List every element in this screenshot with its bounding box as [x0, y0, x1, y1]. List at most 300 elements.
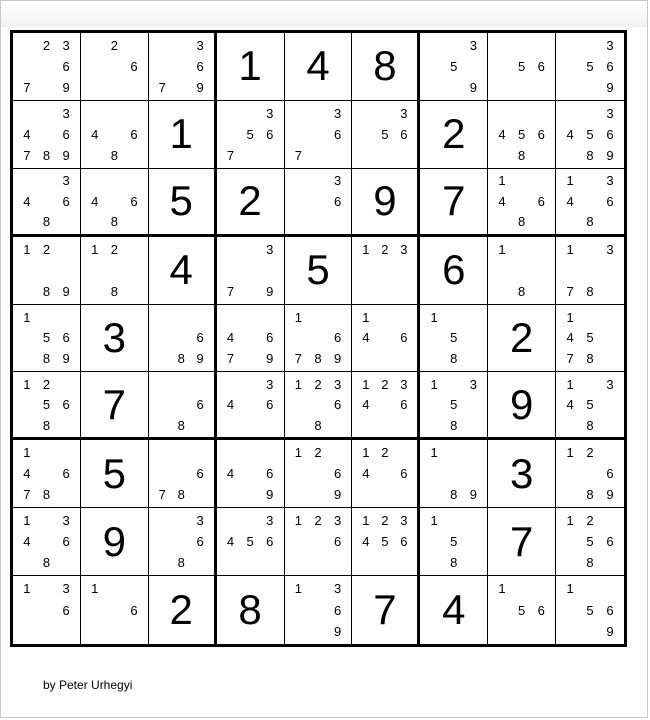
candidate-cell[interactable]: [217, 237, 285, 305]
given-digit: 9: [509, 380, 534, 428]
candidate-slot-empty: [424, 484, 444, 505]
candidate-grid: [560, 171, 620, 232]
candidate-slot-empty: [37, 124, 57, 145]
candidate-slot-empty: [356, 124, 375, 145]
given-cell[interactable]: [81, 508, 149, 576]
candidate-cell[interactable]: [420, 33, 488, 101]
candidate-cell[interactable]: [149, 33, 217, 101]
candidate-slot-empty: [191, 415, 210, 435]
given-cell[interactable]: [488, 372, 556, 440]
candidate-slot-empty: [240, 484, 260, 505]
candidate-slot-empty: [172, 531, 191, 552]
candidate-slot-empty: [153, 348, 172, 369]
candidate-slot-empty: [260, 145, 280, 166]
candidate-digit: 1: [566, 377, 574, 393]
candidate-digit: 6: [334, 330, 342, 346]
candidate-slot-empty: [56, 307, 76, 328]
candidate-digit: 9: [606, 79, 614, 95]
candidate-digit: 8: [450, 555, 458, 571]
candidate-cell[interactable]: [285, 372, 353, 440]
candidate-cell[interactable]: [149, 508, 217, 576]
candidate-slot-empty: [580, 77, 600, 98]
candidate-cell[interactable]: [488, 101, 556, 169]
candidate-cell[interactable]: [556, 237, 624, 305]
candidate-cell[interactable]: [149, 440, 217, 508]
candidate-grid: [560, 374, 620, 435]
candidate-cell[interactable]: [13, 237, 81, 305]
candidate-digit: 1: [566, 241, 574, 257]
candidate-slot-empty: [308, 578, 328, 599]
candidate-digit: 4: [226, 534, 235, 550]
candidate-digit: 2: [381, 241, 389, 257]
candidate-slot-empty: [85, 621, 105, 642]
candidate-digit: 5: [450, 330, 458, 346]
candidate-slot-empty: [444, 510, 464, 531]
candidate-digit: 2: [314, 377, 322, 393]
given-digit: 2: [509, 313, 534, 361]
candidate-digit: 9: [196, 79, 204, 95]
candidate-cell[interactable]: [285, 101, 353, 169]
candidate-digit: 8: [586, 283, 594, 299]
candidate-cell[interactable]: [285, 440, 353, 508]
candidate-slot-empty: [56, 442, 76, 463]
candidate-digit: 4: [566, 126, 574, 142]
given-digit: 3: [509, 449, 534, 497]
given-cell[interactable]: [420, 576, 488, 644]
candidate-cell[interactable]: [488, 169, 556, 237]
candidate-grid: [560, 442, 620, 505]
candidate-digit: 4: [226, 330, 235, 346]
candidate-slot-empty: [375, 145, 394, 166]
candidate-digit: 8: [110, 283, 118, 299]
candidate-digit: 6: [196, 58, 204, 74]
candidate-digit: 1: [498, 581, 506, 597]
given-cell[interactable]: [420, 237, 488, 305]
given-cell[interactable]: [285, 33, 353, 101]
candidate-digit: 6: [196, 466, 204, 482]
candidate-slot-empty: [560, 463, 580, 484]
candidate-slot-empty: [37, 103, 57, 124]
candidate-slot-empty: [356, 145, 375, 166]
candidate-digit: 4: [362, 330, 370, 346]
candidate-digit: 1: [566, 513, 574, 529]
candidate-slot-empty: [17, 552, 37, 573]
candidate-grid: [424, 35, 483, 98]
candidate-slot-empty: [153, 56, 172, 77]
candidate-cell[interactable]: [13, 440, 81, 508]
candidate-grid: [356, 103, 413, 166]
candidate-slot-empty: [17, 103, 37, 124]
candidate-digit: 6: [62, 126, 70, 142]
candidate-digit: 1: [498, 173, 506, 189]
candidate-slot-empty: [424, 35, 444, 56]
given-cell[interactable]: [488, 305, 556, 373]
candidate-digit: 4: [23, 534, 31, 550]
candidate-grid: [356, 510, 413, 573]
candidate-digit: 6: [400, 126, 408, 142]
candidate-slot-empty: [308, 328, 328, 349]
candidate-grid: [492, 35, 551, 98]
candidate-cell[interactable]: [13, 372, 81, 440]
candidate-cell[interactable]: [556, 33, 624, 101]
candidate-slot-empty: [289, 531, 309, 552]
candidate-digit: 6: [62, 58, 70, 74]
candidate-slot-empty: [240, 145, 260, 166]
candidate-digit: 4: [566, 193, 574, 209]
candidate-digit: 3: [334, 105, 342, 121]
candidate-slot-empty: [308, 599, 328, 620]
candidate-slot-empty: [17, 348, 37, 369]
candidate-slot-empty: [356, 552, 375, 573]
candidate-cell[interactable]: [352, 101, 420, 169]
candidate-slot-empty: [580, 621, 600, 642]
candidate-slot-empty: [85, 260, 105, 281]
candidate-cell[interactable]: [488, 237, 556, 305]
candidate-digit: 5: [586, 330, 594, 346]
given-cell[interactable]: [217, 169, 285, 237]
candidate-slot-empty: [375, 307, 394, 328]
candidate-slot-empty: [560, 56, 580, 77]
candidate-slot-empty: [308, 307, 328, 328]
candidate-digit: 8: [110, 147, 118, 163]
given-digit: 9: [102, 517, 126, 565]
candidate-slot-empty: [240, 374, 260, 394]
candidate-grid: [356, 239, 413, 302]
candidate-digit: 5: [586, 602, 594, 618]
candidate-digit: 1: [498, 241, 506, 257]
candidate-slot-empty: [308, 395, 328, 415]
given-digit: 1: [169, 110, 193, 158]
candidate-digit: 3: [606, 105, 614, 121]
candidate-digit: 3: [334, 513, 342, 529]
candidate-slot-empty: [356, 103, 375, 124]
given-cell[interactable]: [352, 576, 420, 644]
candidate-cell[interactable]: [556, 372, 624, 440]
candidate-slot-empty: [580, 35, 600, 56]
candidate-digit: 1: [23, 309, 31, 325]
given-cell[interactable]: [149, 169, 217, 237]
candidate-digit: 6: [334, 602, 342, 618]
candidate-digit: 4: [362, 534, 370, 550]
candidate-digit: 3: [606, 173, 614, 189]
candidate-slot-empty: [153, 415, 172, 435]
candidate-digit: 7: [226, 351, 235, 367]
candidate-cell[interactable]: [13, 508, 81, 576]
candidate-digit: 9: [469, 79, 478, 95]
candidate-slot-empty: [600, 395, 620, 415]
candidate-digit: 8: [314, 351, 322, 367]
candidate-cell[interactable]: [81, 237, 149, 305]
given-cell[interactable]: [149, 237, 217, 305]
given-digit: 4: [169, 246, 193, 294]
candidate-slot-empty: [308, 484, 328, 505]
candidate-digit: 1: [23, 445, 31, 461]
candidate-digit: 8: [42, 283, 51, 299]
candidate-grid: [289, 510, 348, 573]
candidate-cell[interactable]: [352, 372, 420, 440]
candidate-slot-empty: [492, 599, 512, 620]
candidate-slot-empty: [289, 621, 309, 642]
candidate-grid: [153, 510, 210, 573]
candidate-digit: 1: [566, 309, 574, 325]
candidate-slot-empty: [600, 442, 620, 463]
given-cell[interactable]: [420, 169, 488, 237]
candidate-slot-empty: [492, 621, 512, 642]
candidate-cell[interactable]: [556, 101, 624, 169]
candidate-cell[interactable]: [217, 372, 285, 440]
given-digit: 7: [442, 177, 466, 225]
candidate-slot-empty: [580, 171, 600, 191]
candidate-slot-empty: [580, 374, 600, 394]
candidate-cell[interactable]: [285, 576, 353, 644]
candidate-slot-empty: [560, 211, 580, 231]
candidate-digit: 6: [606, 193, 614, 209]
candidate-slot-empty: [105, 599, 125, 620]
given-cell[interactable]: [285, 237, 353, 305]
candidate-slot-empty: [240, 463, 260, 484]
candidate-slot-empty: [124, 35, 144, 56]
candidate-slot-empty: [512, 35, 532, 56]
candidate-cell[interactable]: [149, 305, 217, 373]
candidate-cell[interactable]: [420, 508, 488, 576]
candidate-slot-empty: [240, 348, 260, 369]
given-cell[interactable]: [81, 305, 149, 373]
candidate-digit: 6: [334, 466, 342, 482]
candidate-slot-empty: [531, 621, 551, 642]
candidate-slot-empty: [600, 260, 620, 281]
candidate-cell[interactable]: [420, 372, 488, 440]
candidate-grid: [560, 103, 620, 166]
candidate-cell[interactable]: [352, 508, 420, 576]
candidate-digit: 1: [294, 309, 302, 325]
candidate-slot-empty: [124, 281, 144, 302]
candidate-cell[interactable]: [217, 101, 285, 169]
candidate-digit: 2: [314, 445, 322, 461]
candidate-digit: 2: [110, 37, 118, 53]
candidate-slot-empty: [394, 145, 413, 166]
given-cell[interactable]: [217, 576, 285, 644]
candidate-digit: 9: [606, 147, 614, 163]
candidate-grid: [424, 307, 483, 370]
candidate-slot-empty: [600, 415, 620, 435]
candidate-cell[interactable]: [285, 508, 353, 576]
candidate-digit: 6: [334, 126, 342, 142]
given-cell[interactable]: [217, 33, 285, 101]
candidate-cell[interactable]: [13, 101, 81, 169]
candidate-slot-empty: [221, 442, 241, 463]
candidate-slot-empty: [17, 599, 37, 620]
candidate-slot-empty: [560, 621, 580, 642]
candidate-digit: 2: [42, 241, 51, 257]
candidate-grid: [17, 35, 76, 98]
given-cell[interactable]: [81, 372, 149, 440]
candidate-digit: 1: [294, 513, 302, 529]
candidate-digit: 6: [606, 534, 614, 550]
candidate-cell[interactable]: [13, 33, 81, 101]
candidate-cell[interactable]: [81, 576, 149, 644]
candidate-digit: 1: [294, 581, 302, 597]
candidate-cell[interactable]: [352, 440, 420, 508]
candidate-grid: [17, 103, 76, 166]
given-cell[interactable]: [149, 576, 217, 644]
candidate-digit: 2: [110, 241, 118, 257]
candidate-slot-empty: [512, 260, 532, 281]
candidate-digit: 8: [177, 351, 185, 367]
candidate-cell[interactable]: [217, 440, 285, 508]
candidate-cell[interactable]: [149, 372, 217, 440]
candidate-slot-empty: [37, 307, 57, 328]
candidate-slot-empty: [394, 415, 413, 435]
candidate-cell[interactable]: [556, 169, 624, 237]
candidate-digit: 3: [62, 513, 70, 529]
candidate-cell[interactable]: [285, 169, 353, 237]
candidate-slot-empty: [172, 328, 191, 349]
candidate-slot-empty: [240, 103, 260, 124]
candidate-digit: 5: [450, 58, 458, 74]
given-cell[interactable]: [420, 101, 488, 169]
candidate-grid: [17, 171, 76, 232]
candidate-slot-empty: [464, 463, 484, 484]
candidate-digit: 6: [537, 602, 545, 618]
candidate-digit: 9: [334, 487, 342, 503]
candidate-slot-empty: [191, 552, 210, 573]
given-cell[interactable]: [488, 440, 556, 508]
candidate-digit: 3: [606, 377, 614, 393]
candidate-digit: 6: [537, 126, 545, 142]
candidate-digit: 1: [23, 581, 31, 597]
candidate-cell[interactable]: [81, 169, 149, 237]
candidate-slot-empty: [580, 191, 600, 211]
candidate-digit: 9: [606, 487, 614, 503]
given-cell[interactable]: [81, 440, 149, 508]
candidate-grid: [560, 35, 620, 98]
candidate-slot-empty: [240, 510, 260, 531]
candidate-slot-empty: [560, 145, 580, 166]
given-cell[interactable]: [488, 508, 556, 576]
candidate-slot-empty: [240, 328, 260, 349]
candidate-slot-empty: [105, 260, 125, 281]
candidate-slot-empty: [289, 463, 309, 484]
candidate-slot-empty: [328, 307, 348, 328]
candidate-cell[interactable]: [420, 440, 488, 508]
candidate-cell[interactable]: [488, 576, 556, 644]
candidate-slot-empty: [560, 260, 580, 281]
given-cell[interactable]: [352, 169, 420, 237]
candidate-cell[interactable]: [488, 33, 556, 101]
candidate-slot-empty: [172, 510, 191, 531]
candidate-slot-empty: [531, 171, 551, 191]
candidate-digit: 2: [42, 377, 51, 393]
given-cell[interactable]: [149, 101, 217, 169]
candidate-cell[interactable]: [556, 508, 624, 576]
candidate-digit: 8: [586, 351, 594, 367]
candidate-slot-empty: [17, 56, 37, 77]
candidate-digit: 6: [334, 193, 342, 209]
candidate-slot-empty: [492, 77, 512, 98]
candidate-slot-empty: [172, 35, 191, 56]
candidate-digit: 9: [196, 351, 204, 367]
candidate-digit: 9: [266, 283, 274, 299]
candidate-cell[interactable]: [217, 508, 285, 576]
candidate-digit: 1: [430, 445, 438, 461]
candidate-cell[interactable]: [556, 440, 624, 508]
candidate-digit: 8: [177, 417, 185, 433]
candidate-cell[interactable]: [81, 101, 149, 169]
candidate-digit: 5: [42, 397, 51, 413]
candidate-slot-empty: [153, 307, 172, 328]
candidate-slot-empty: [85, 56, 105, 77]
candidate-slot-empty: [600, 348, 620, 369]
candidate-slot-empty: [492, 145, 512, 166]
candidate-cell[interactable]: [217, 305, 285, 373]
candidate-cell[interactable]: [420, 305, 488, 373]
candidate-slot-empty: [124, 260, 144, 281]
candidate-cell[interactable]: [556, 576, 624, 644]
candidate-digit: 6: [400, 466, 408, 482]
candidate-digit: 3: [62, 581, 70, 597]
candidate-digit: 6: [400, 534, 408, 550]
candidate-grid: [153, 307, 210, 370]
candidate-slot-empty: [56, 552, 76, 573]
candidate-slot-empty: [17, 415, 37, 435]
candidate-digit: 8: [450, 417, 458, 433]
candidate-cell[interactable]: [81, 33, 149, 101]
candidate-grid: [221, 239, 280, 302]
candidate-digit: 5: [246, 534, 254, 550]
candidate-grid: [85, 578, 144, 642]
candidate-slot-empty: [124, 171, 144, 191]
candidate-slot-empty: [600, 211, 620, 231]
candidate-slot-empty: [424, 328, 444, 349]
candidate-digit: 6: [266, 330, 274, 346]
candidate-cell[interactable]: [13, 169, 81, 237]
candidate-grid: [221, 374, 280, 435]
candidate-digit: 8: [110, 214, 118, 229]
candidate-cell[interactable]: [13, 305, 81, 373]
candidate-digit: 4: [91, 193, 99, 209]
candidate-digit: 7: [226, 283, 235, 299]
given-digit: 1: [238, 42, 262, 90]
candidate-cell[interactable]: [352, 237, 420, 305]
candidate-slot-empty: [191, 484, 210, 505]
candidate-digit: 9: [334, 623, 342, 639]
candidate-digit: 1: [430, 309, 438, 325]
candidate-slot-empty: [105, 103, 125, 124]
candidate-slot-empty: [37, 599, 57, 620]
candidate-slot-empty: [464, 552, 484, 573]
candidate-cell[interactable]: [13, 576, 81, 644]
candidate-slot-empty: [221, 260, 241, 281]
candidate-digit: 3: [606, 241, 614, 257]
candidate-digit: 2: [586, 445, 594, 461]
candidate-cell[interactable]: [285, 305, 353, 373]
candidate-slot-empty: [153, 35, 172, 56]
candidate-cell[interactable]: [352, 305, 420, 373]
candidate-digit: 1: [23, 241, 31, 257]
candidate-grid: [153, 442, 210, 505]
candidate-digit: 9: [62, 147, 70, 163]
candidate-slot-empty: [124, 145, 144, 166]
candidate-digit: 5: [450, 534, 458, 550]
candidate-digit: 6: [400, 330, 408, 346]
candidate-cell[interactable]: [556, 305, 624, 373]
given-digit: 8: [373, 42, 397, 90]
candidate-slot-empty: [600, 328, 620, 349]
candidate-digit: 9: [469, 487, 478, 503]
candidate-slot-empty: [85, 211, 105, 231]
candidate-slot-empty: [464, 56, 484, 77]
given-cell[interactable]: [352, 33, 420, 101]
